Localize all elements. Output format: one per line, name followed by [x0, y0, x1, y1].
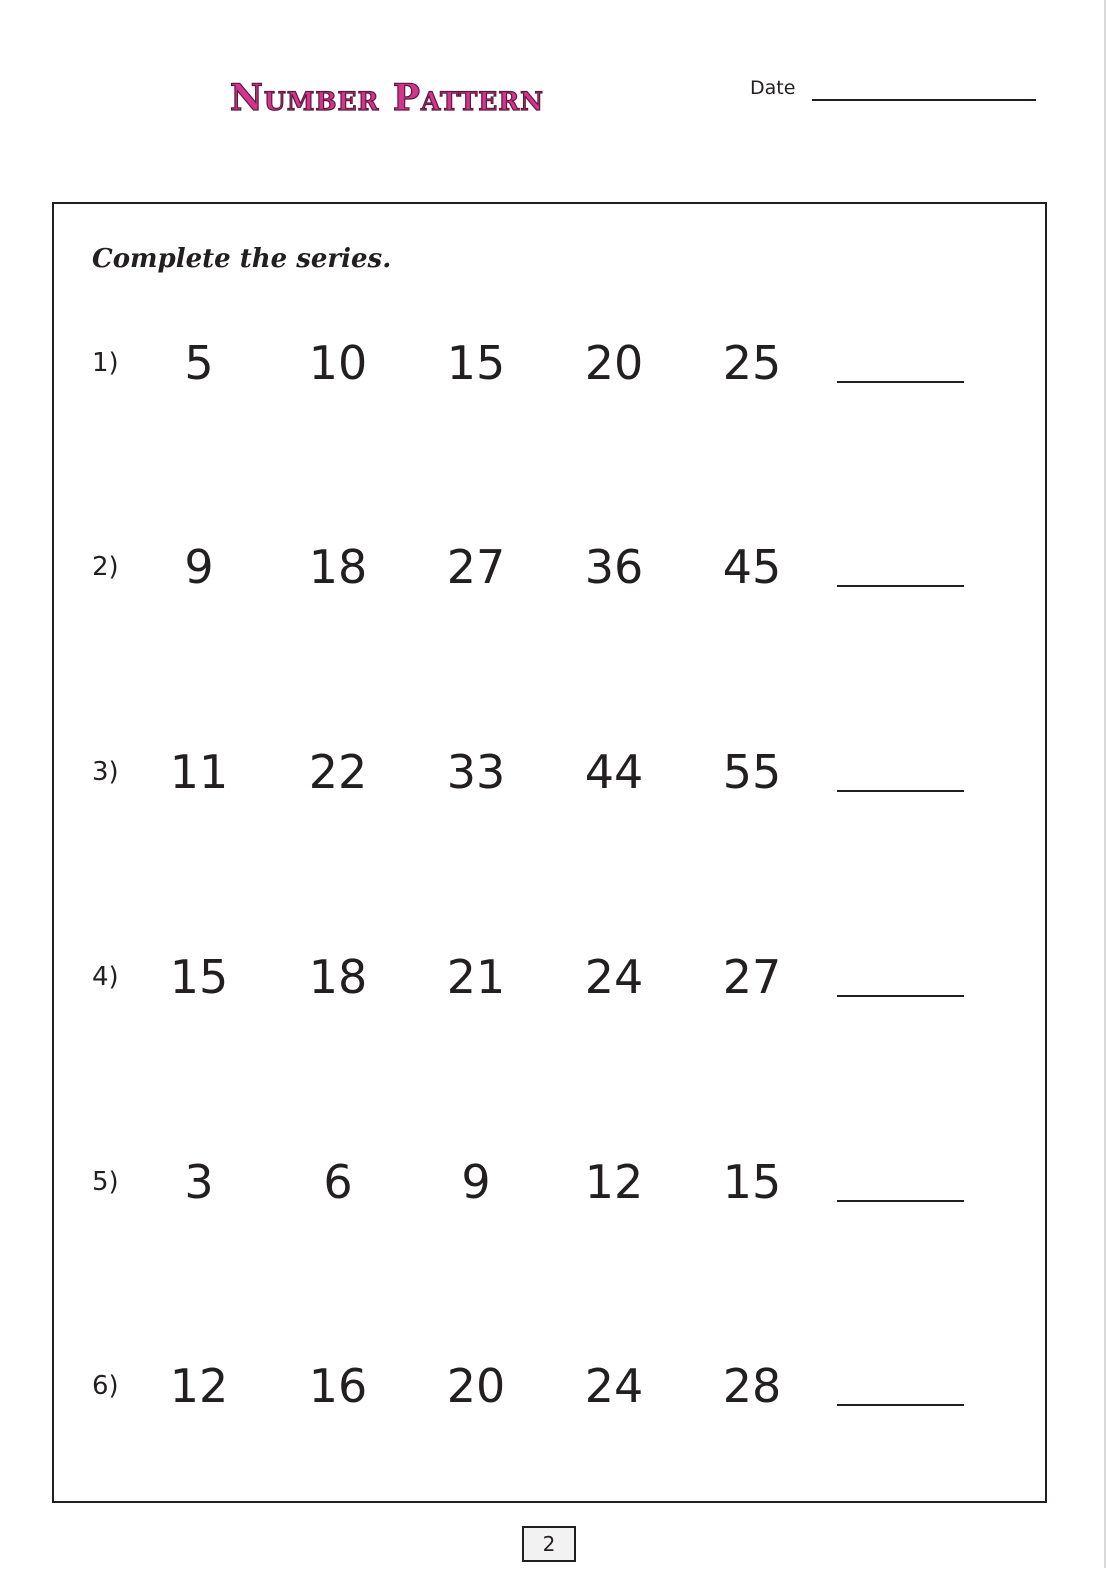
series-term: 15: [169, 950, 229, 1004]
series-term: 21: [446, 950, 506, 1004]
date-label: Date: [750, 77, 796, 99]
date-field[interactable]: [812, 99, 1036, 101]
series-term: 27: [446, 540, 506, 594]
answer-blank[interactable]: [837, 585, 964, 587]
series-term: 5: [184, 336, 214, 390]
series-term: 16: [308, 1359, 368, 1413]
answer-blank[interactable]: [837, 1200, 964, 1202]
series-term: 45: [722, 540, 782, 594]
problem-number: 3): [92, 757, 119, 787]
series-term: 18: [308, 950, 368, 1004]
worksheet-frame: [52, 202, 1047, 1503]
series-term: 6: [323, 1155, 353, 1209]
series-term: 20: [446, 1359, 506, 1413]
series-term: 24: [584, 1359, 644, 1413]
series-term: 9: [184, 540, 214, 594]
series-term: 36: [584, 540, 644, 594]
problem-number: 4): [92, 962, 119, 992]
answer-blank[interactable]: [837, 995, 964, 997]
series-term: 15: [722, 1155, 782, 1209]
series-term: 9: [461, 1155, 491, 1209]
series-term: 27: [722, 950, 782, 1004]
answer-blank[interactable]: [837, 381, 964, 383]
instruction-text: Complete the series.: [92, 244, 392, 274]
series-term: 12: [169, 1359, 229, 1413]
problem-row-4: [0, 947, 1106, 1007]
problem-row-3: [0, 742, 1106, 802]
problem-row-2: [0, 537, 1106, 597]
problem-number: 2): [92, 552, 119, 582]
series-term: 18: [308, 540, 368, 594]
series-term: 33: [446, 745, 506, 799]
series-term: 22: [308, 745, 368, 799]
series-term: 20: [584, 336, 644, 390]
answer-blank[interactable]: [837, 790, 964, 792]
problem-number: 6): [92, 1371, 119, 1401]
series-term: 12: [584, 1155, 644, 1209]
series-term: 24: [584, 950, 644, 1004]
series-term: 25: [722, 336, 782, 390]
problem-row-1: [0, 333, 1106, 393]
series-term: 28: [722, 1359, 782, 1413]
series-term: 15: [446, 336, 506, 390]
answer-blank[interactable]: [837, 1404, 964, 1406]
problem-number: 1): [92, 348, 119, 378]
series-term: 11: [169, 745, 229, 799]
page-number: 2: [522, 1526, 576, 1562]
problem-number: 5): [92, 1167, 119, 1197]
page-title: Number Pattern: [230, 77, 544, 119]
problem-row-6: [0, 1356, 1106, 1416]
problem-row-5: [0, 1152, 1106, 1212]
series-term: 10: [308, 336, 368, 390]
series-term: 55: [722, 745, 782, 799]
series-term: 3: [184, 1155, 214, 1209]
series-term: 44: [584, 745, 644, 799]
